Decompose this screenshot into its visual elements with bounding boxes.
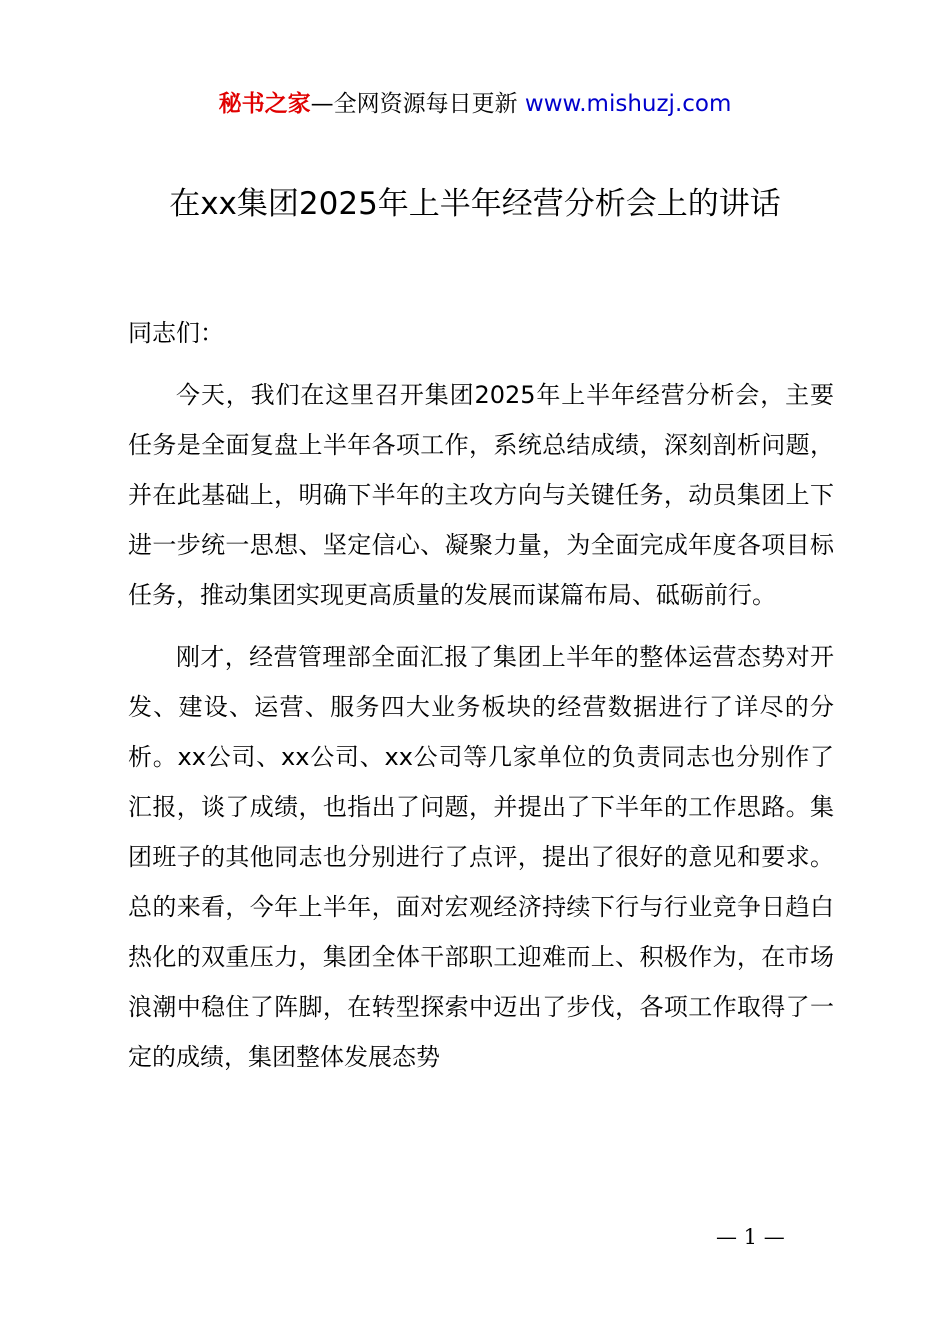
document-title: 在xx集团2025年上半年经营分析会上的讲话 bbox=[169, 186, 781, 222]
paragraph-1: 今天，我们在这里召开集团2025年上半年经营分析会，主要任务是全面复盘上半年各项工作，系统总结成绩，深刻剖析问题，并在此基础上，明确下半年的主攻方向与关键任务，动员集团上下进一步统一思想、坚定信心、凝聚力量，为全面完成年度各项目标任务，推动集团实现更高质量的发展而谋篇布局、砥砺前行。 bbox=[128, 381, 834, 609]
brand-name: 秘书之家 bbox=[218, 91, 311, 117]
site-url-link[interactable]: www.mishuzj.com bbox=[524, 91, 732, 117]
document-body bbox=[128, 308, 834, 1094]
page-number: — 1 — bbox=[716, 1225, 785, 1249]
paragraph-2: 刚才，经营管理部全面汇报了集团上半年的整体运营态势对开发、建设、运营、服务四大业务板块的经营数据进行了详尽的分析。xx公司、xx公司、xx公司等几家单位的负责同志也分别作了汇报，谈了成绩，也指出了问题，并提出了下半年的工作思路。集团班子的其他同志也分别进行了点评，提出了很好的意见和要求。总的来看，今年上半年，面对宏观经济持续下行与行业竞争日趋白热化的双重压力，集团全体干部职工迎难而上、积极作为，在市场浪潮中稳住了阵脚，在转型探索中迈出了步伐，各项工作取得了一定的成绩，集团整体发展态势 bbox=[128, 643, 834, 1071]
site-header bbox=[0, 88, 950, 120]
header-tagline: —全网资源每日更新 bbox=[310, 91, 518, 117]
salutation: 同志们： bbox=[128, 319, 224, 347]
